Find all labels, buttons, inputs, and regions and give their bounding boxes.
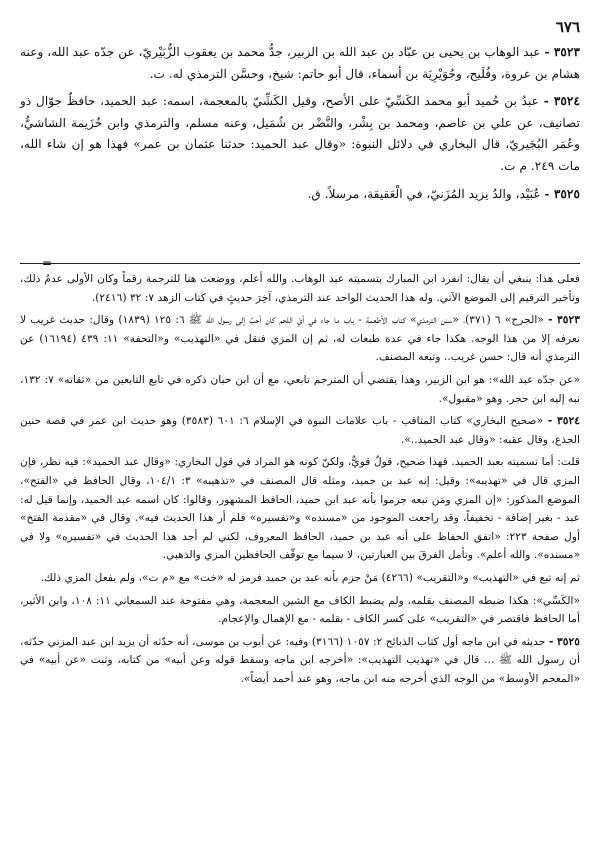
main-text	[20, 42, 580, 211]
continuation-mark: =	[42, 256, 53, 270]
footnote	[20, 270, 580, 307]
footnote-separator	[20, 263, 580, 264]
entry-number: ٣٥٢٣ -	[544, 45, 580, 59]
entry-text: عبدُ بن حُميد أبو محمد الكَسِّيّ على الأصح، وقيل الكَشِّيّ بالمعجمة، اسمه: عبد الحميد، حافظٌ جوّال ذو تصانيف، عن علي بن عاصم، ومحمد بن بِشْر، والنَّضْر بن شُمَيل، وعنه مسلم، والترمذي وابن خُزَيمة الشاشيُّ، وعُمَر البُجَيريّ، قال البخاري في دلائل النبوة: «وقال عبد الحميد: حدثنا عثمان بن عمر» فهذا هو إن شاء الله، مات ٢٤٩. م ت.	[20, 94, 580, 173]
footnote	[20, 633, 580, 689]
footnote-number: ٣٥٢٣ -	[548, 313, 580, 327]
entry-text: عُبَيْد، والدُ يزيد المُزَنيّ، في الْعَقيقة، مرسلاً. ق.	[307, 186, 541, 201]
biography-entry	[20, 42, 580, 85]
footnote-text: ثم إنه تبع في «التهذيب» و«التقريب» (٤٢٦٦) مَنْ جزم بأنه عبد بن حميد فرمز له «خت» مع «م ت»، ولم يفعل المزي ذلك.	[40, 570, 580, 584]
footnote-text: «الجرح» ٦ (٣٧١)، «سنن الترمذي» كتاب الأطعمة - باب ما جاء في أيّ اللحم كان أحبَّ إلى رسول الله ﷺ ٦: ١٢٥ (١٨٣٩) وقال: حديث غريب لا نعرفه إلا من هذا الوجه. هكذا جاء في عدة طبعات له، ثم إن المزي فنقل في «التهذيب» و«التحفة» ١١: ٤٣٩ (١٦١٩٤) عن الترمذي أنه قال: حسن غريب.. وتبعه المصنف.	[20, 313, 580, 364]
footnote	[20, 569, 580, 588]
footnote	[20, 592, 580, 629]
footnote	[20, 311, 580, 367]
footnote-number: ٣٥٢٤ -	[547, 414, 580, 428]
footnote-text: فعلى هذا: ينبغي أن يقال: انفرد ابن المبارك بتسميته عبد الوهاب. والله أعلم، ووضعت هنا للترجمة رقماً وكان الأولى عدمُ ذلك، وتأخير الترقيم إلى الموضع الآتي. وله هذا الحديث الواحد عند الترمذي، آخِرَ حديثٍ في كتاب الزهد ٧: ٣٢ (٢٤١٦).	[20, 272, 580, 304]
entry-number: ٣٥٢٤ -	[543, 94, 581, 109]
footnote-text: قلت: أما تسميته بعبد الحميد. فهذا صحيح، قولٌ قويٌّ، ولكنّ كونه هو المراد في قول البخاري: «وقال عبد الحميد»: فيه نظر، فإن المزي قال في «تهذيبه»: وقيل: إنه عبد بن حميد، ومثله قال المصنف في «تذهيبه» ٣: ١٠٤/١، وقال الحافظ في «الفتح»، الموضع المذكور: «إن المزي ومَن تبعه جزموا بأنه عبد ابن حميد، الحافظ المشهور، وقالوا: كان اسمه عبد الحميد، وإنما قيل له: عبد - بغير إضافة - تخفيفاً، وقد راجعت الموجود من «مسنده» و«تفسيره» فلم أر هذا الحديث فيه». وقال في «مقدمة الفتح» أول صفحة ٢٢٣: «اتفق الحفاظ على أنه عبد بن حميد، الحافظ المعروف، لكني لم أجد هذا الحديث في «تفسيره» ولا في «مسنده». والله أعلم». وتأمل الفرقَ بين العبارتين، لا سيما مع توقّف الحافظين المزي والذهبي.	[20, 455, 581, 562]
entry-text: عبد الوهاب بن يحيى بن عبّاد بن عبد الله بن الزبير، جدُّ محمد بن يعقوب الزُّبَيْريّ، عن جدّه عبد الله، وعنه هشام بن عروة، وفُلَيح، وجُوَيْرِيَة بن أسماء، قال أبو حاتم: شيخ، وحسَّن الترمذي له. ت.	[20, 45, 580, 81]
footnote	[20, 412, 580, 449]
biography-entry	[20, 91, 580, 177]
footnotes	[20, 270, 580, 692]
footnote-text: «عن جدّه عبد الله»: هو ابن الزبير، وهذا يقتضي أن المترجم تابعي، مع أن ابن حبان ذكره في تابع التابعين من «ثقاته» ٧: ١٣٢، نبه إليه ابن حجر. وهو «مقبول».	[20, 372, 581, 405]
page-number: ٦٧٦	[555, 18, 580, 36]
footnote-text: «الكَسِّي»: هكذا ضبطه المصنف بقلمه، ولم يضبط الكاف مع الشين المعجمة، وهي مفتوحة عند السمعاني ١١: ١٠٨، وابن الأثير، أما الحافظ فاقتصر في «التقريب» على كسر الكاف - بقلمه - مع الإهمال والإعجام.	[20, 593, 580, 626]
footnote-number: ٣٥٢٥ -	[548, 634, 580, 648]
footnote-text: حديثه في ابن ماجه أول كتاب الذبائح ٢: ١٠٥٧ (٣١٦٦) وفيه: عن أيوب بن موسى، أنه حدّثه أن يزيد ابن عبد المزني حدّثه، أن رسول الله ﷺ ... قال في «تهذيب التهذيب»: «أخرجه ابن ماجه وسقط قوله وعن أبيه» من كتابه، وثبت «عن أبيه» في «المعجم الأوسط» من الوجه الذي أخرجه منه ابن ماجه، وهو عند أحمد أيضاً».	[20, 634, 580, 685]
footnote	[20, 371, 580, 408]
entry-number: ٣٥٢٥ -	[544, 186, 580, 201]
footnote-text: «صحيح البخاري» كتاب المناقب - باب علامات النبوة في الإسلام ٦: ٦٠١ (٣٥٨٣) وهو حديث ابن عمر في قصة حنين الجذع، وقال عقبه: «وقال عبد الحميد..».	[20, 414, 580, 446]
footnote	[20, 453, 580, 565]
biography-entry	[20, 184, 580, 206]
